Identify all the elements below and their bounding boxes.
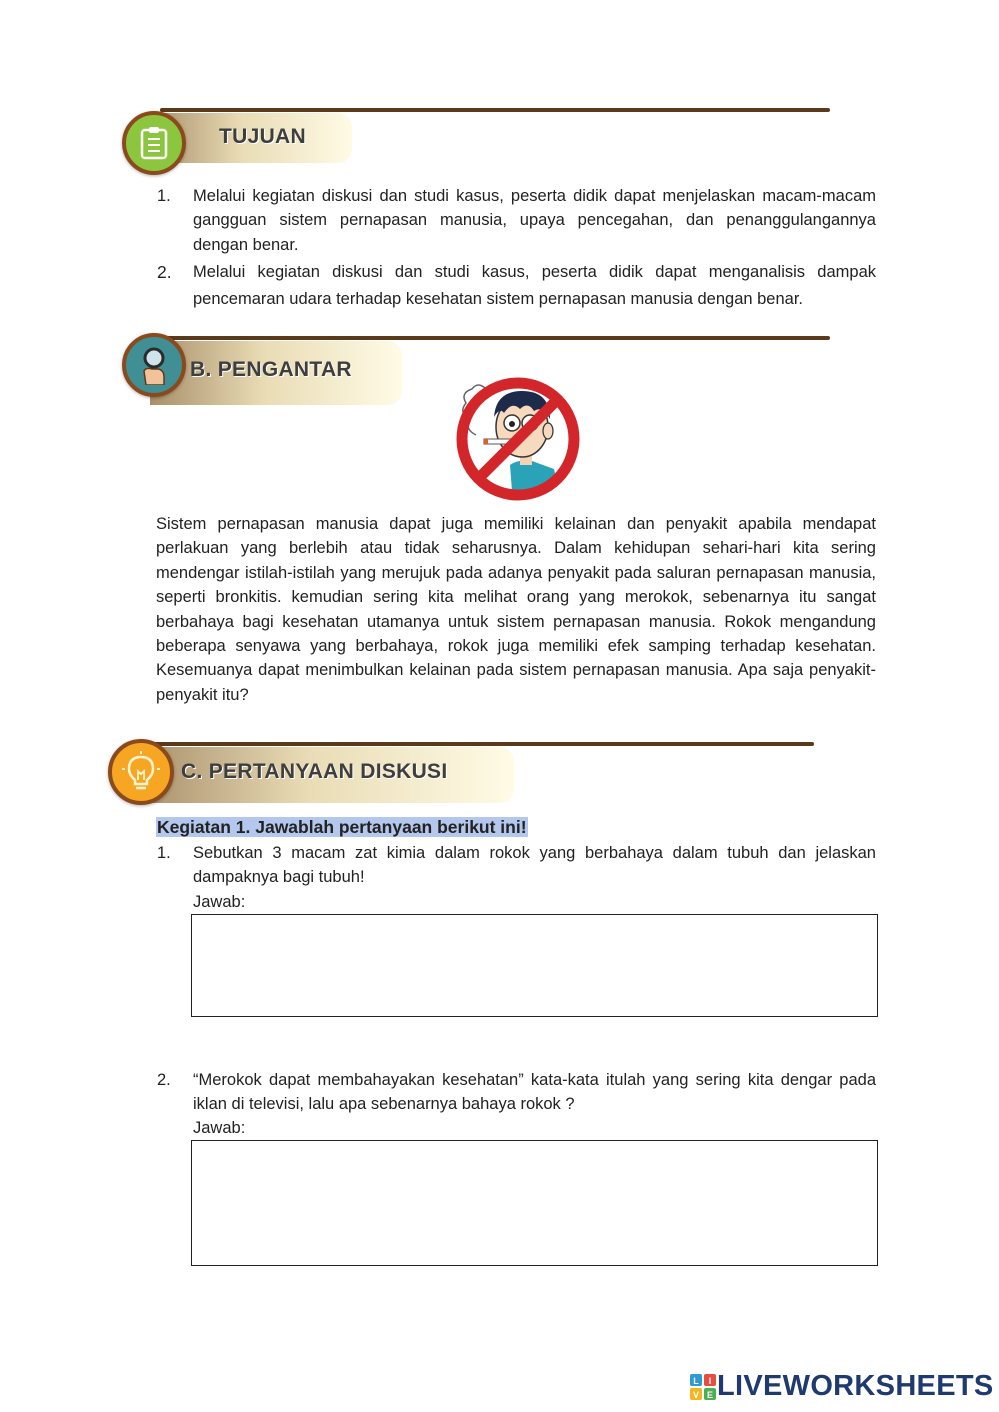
clipboard-icon	[139, 126, 169, 160]
question-2-number: 2.	[157, 1071, 171, 1089]
pengantar-icon-circle	[122, 333, 186, 397]
tujuan-item-1-number: 1.	[157, 187, 171, 205]
activity-heading-text: Kegiatan 1. Jawablah pertanyaan berikut ini!	[157, 817, 527, 837]
lightbulb-icon	[121, 751, 161, 793]
tujuan-item-2-number: 2.	[157, 262, 172, 282]
logo-letter-v: V	[692, 1390, 700, 1400]
diskusi-header-line	[140, 742, 814, 746]
tujuan-header-line	[160, 108, 830, 112]
diskusi-icon-circle	[108, 739, 174, 805]
question-2-answer-label: Jawab:	[193, 1119, 246, 1137]
liveworksheets-logo-icon	[690, 1374, 716, 1400]
pengantar-title: B. PENGANTAR	[190, 358, 352, 381]
liveworksheets-brand[interactable]: LIVEWORKSHEETS	[717, 1370, 994, 1402]
tujuan-item-1-text: Melalui kegiatan diskusi dan studi kasus, peserta didik dapat menjelaskan macam-macam gangguan sistem pernapasan manusia, upaya pencegahan, dan penanggulangannya dengan benar.	[193, 187, 876, 254]
tujuan-item-2-text: Melalui kegiatan diskusi dan studi kasus, peserta didik dapat menganalisis dampak pencemaran udara terhadap kesehatan sistem pernapasan manusia dengan benar.	[193, 263, 876, 308]
pengantar-paragraph: Sistem pernapasan manusia dapat juga memiliki kelainan dan penyakit apabila mendapat perlakuan yang berlebih atau tidak seharusnya. Dalam kehidupan sehari-hari kita sering mendengar istilah-istilah yang merujuk pada adanya penyakit pada saluran pernapasan manusia, seperti bronkitis. kemudian sering kita melihat orang yang merokok, sebenarnya itu sangat berbahaya bagi kesehatan utamanya untuk sistem pernapasan manusia. Rokok mengandung beberapa senyawa yang berbahaya, rokok juga memiliki efek samping terhadap kesehatan. Kesemuanya dapat menimbulkan kelainan pada sistem pernapasan manusia. Apa saja penyakit-penyakit itu?	[156, 515, 876, 704]
question-2-text: “Merokok dapat membahayakan kesehatan” kata-kata itulah yang sering kita dengar pada iklan di televisi, lalu apa sebenarnya bahaya rokok ?	[193, 1071, 876, 1114]
question-1-answer-label: Jawab:	[193, 893, 246, 911]
logo-letter-l: L	[693, 1376, 699, 1386]
pengantar-header-line	[160, 336, 830, 340]
logo-letter-e: E	[706, 1390, 714, 1400]
question-1-text: Sebutkan 3 macam zat kimia dalam rokok yang berbahaya dalam tubuh dan jelaskan dampaknya bagi tubuh!	[193, 844, 876, 887]
tujuan-title: TUJUAN	[219, 125, 306, 148]
magnifier-icon	[134, 345, 174, 385]
no-smoking-illustration	[450, 373, 585, 505]
diskusi-title: C. PERTANYAAN DISKUSI	[181, 760, 448, 783]
activity-heading	[156, 816, 528, 840]
question-1-number: 1.	[157, 844, 171, 862]
question-2-answer-box[interactable]	[191, 1140, 878, 1266]
tujuan-icon-circle	[122, 111, 186, 175]
logo-letter-i: I	[708, 1376, 712, 1386]
question-1-answer-box[interactable]	[191, 914, 878, 1017]
